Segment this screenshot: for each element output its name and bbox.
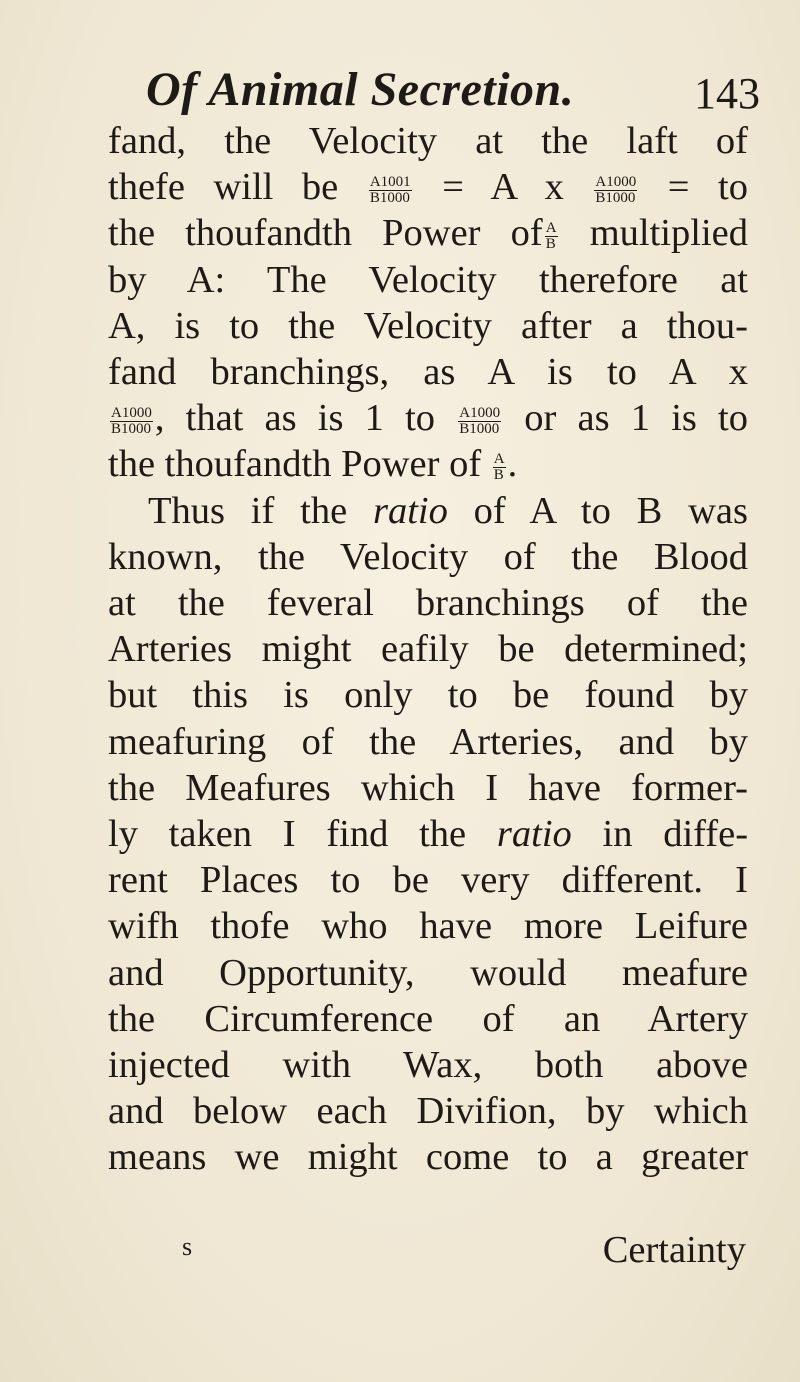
fraction: $\frac{A1000}{B1000}$	[459, 404, 501, 437]
text-line: at the feveral branchings of the	[108, 582, 748, 625]
text-line: Thus if the ratio of A to B was	[148, 489, 749, 532]
italic-word: ratio	[496, 813, 572, 856]
running-title: Of Animal Secretion.	[146, 63, 575, 116]
text-line: by A: The Velocity therefore at	[108, 258, 748, 301]
body-text	[108, 118, 748, 1181]
text-line: injected with Wax, both above	[108, 1044, 748, 1087]
text-line: the Circumference of an Artery	[108, 997, 748, 1040]
text-line: meafuring of the Arteries, and by	[108, 720, 748, 763]
fraction: $\frac{A1001}{B1000}$	[369, 173, 411, 206]
text-line: ly taken I find the ratio in diffe-	[108, 813, 749, 856]
text-line: A, is to the Velocity after a thou-	[108, 304, 748, 347]
text-line: thefe will be $\frac{A1001}{B1000}$ = A x $\frac{A1000}{B1000}$ = to	[108, 166, 748, 209]
text-line: $\frac{A1000}{B1000}$ , that as is 1 to $\frac{A1000}{B1000}$ or as 1 is to	[111, 397, 748, 440]
fraction: $\frac{A1000}{B1000}$	[111, 404, 152, 437]
text-line: Arteries might eafily be determined;	[108, 628, 748, 671]
page-footer	[108, 1228, 748, 1274]
catchword: Certainty	[602, 1229, 746, 1271]
text-line: the thoufandth Power of $\frac{A}{B}$ .	[108, 443, 518, 486]
text-line: fand branchings, as A is to A x	[108, 351, 748, 394]
text-line: the thoufandth Power of $\frac{A}{B}$ multiplied	[108, 212, 748, 255]
fraction: $\frac{A1000}{B1000}$	[595, 173, 637, 206]
italic-word: ratio	[372, 489, 448, 532]
fraction: $\frac{A}{B}$	[493, 451, 505, 484]
signature-mark: s	[182, 1232, 193, 1261]
text-line: and below each Divifion, by which	[108, 1090, 748, 1133]
text-line: means we might come to a greater	[108, 1136, 748, 1179]
text-line: and Opportunity, would meafure	[108, 951, 748, 994]
text-line: wifh thofe who have more Leifure	[108, 905, 748, 948]
text-line: the Meafures which I have former-	[108, 766, 748, 809]
text-line: known, the Velocity of the Blood	[108, 535, 748, 578]
page-number: 143	[694, 69, 760, 118]
text-line: but this is only to be found by	[108, 674, 748, 717]
fraction: $\frac{A}{B}$	[545, 220, 557, 253]
text-line: rent Places to be very different. I	[108, 859, 748, 902]
text-line: fand, the Velocity at the laft of	[108, 120, 748, 162]
